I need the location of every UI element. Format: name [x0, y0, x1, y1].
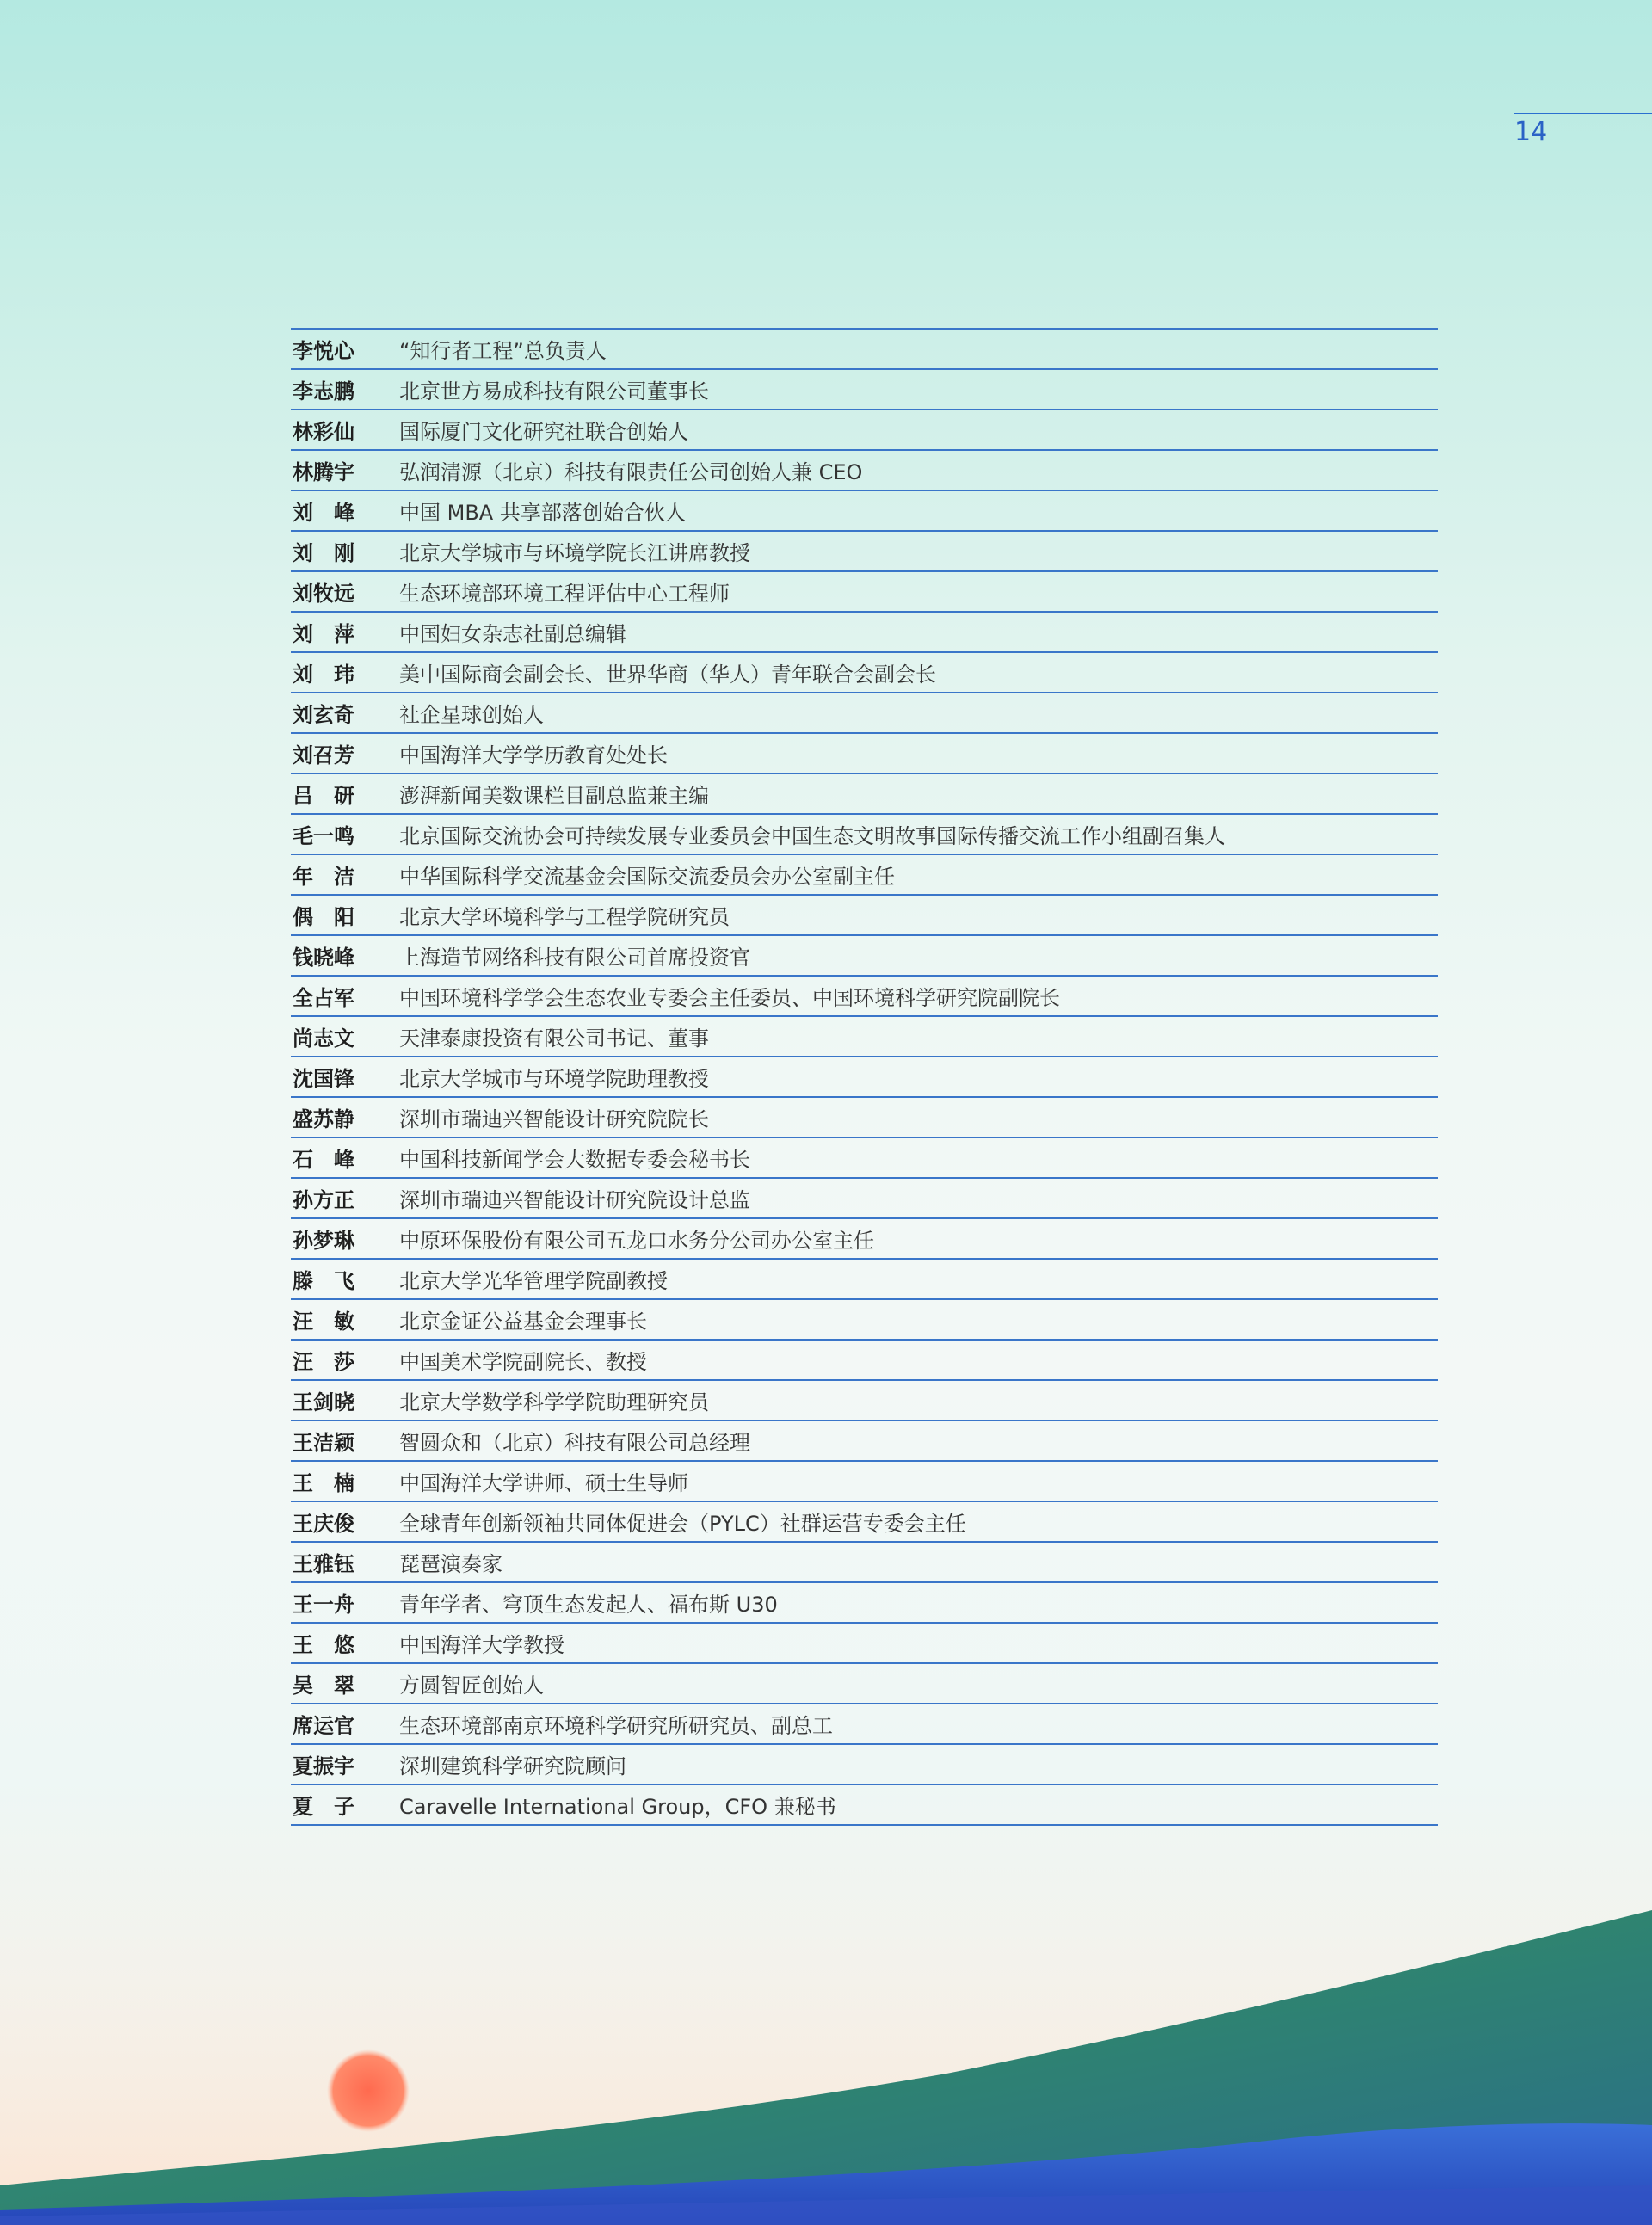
- member-role: 青年学者、穹顶生态发起人、福布斯 U30: [399, 1593, 778, 1617]
- member-role: 中国海洋大学学历教育处处长: [399, 743, 668, 767]
- roster-row: [291, 1543, 1438, 1583]
- member-name: 夏振宇: [293, 1754, 354, 1778]
- roster-row: [291, 1704, 1438, 1745]
- member-role: 北京金证公益基金会理事长: [399, 1310, 647, 1334]
- roster-row: [291, 330, 1438, 370]
- sun: [327, 2049, 410, 2132]
- member-name: 全占军: [293, 986, 354, 1010]
- member-role: 中原环保股份有限公司五龙口水务分公司办公室主任: [399, 1229, 874, 1253]
- member-role: 中国海洋大学讲师、硕士生导师: [399, 1471, 688, 1495]
- member-name: 石 峰: [293, 1148, 354, 1172]
- member-name: 李志鹏: [293, 379, 354, 404]
- roster-row: [291, 855, 1438, 896]
- member-role: 中国环境科学学会生态农业专委会主任委员、中国环境科学研究院副院长: [399, 986, 1060, 1010]
- page-number: 14: [1514, 117, 1548, 147]
- roster-row: [291, 491, 1438, 532]
- member-name: 汪 莎: [293, 1350, 354, 1374]
- roster-row: [291, 1745, 1438, 1785]
- member-role: 弘润清源（北京）科技有限责任公司创始人兼 CEO: [399, 460, 863, 484]
- roster-row: [291, 1664, 1438, 1704]
- member-name: 夏 子: [293, 1795, 354, 1819]
- member-role: 北京大学光华管理学院副教授: [399, 1269, 668, 1293]
- roster-row: [291, 1179, 1438, 1219]
- roster-row: [291, 613, 1438, 653]
- member-name: 偶 阳: [293, 905, 354, 929]
- member-name: 林彩仙: [293, 420, 354, 444]
- roster-row: [291, 532, 1438, 572]
- member-name: 刘牧远: [293, 582, 354, 606]
- member-name: 汪 敏: [293, 1310, 354, 1334]
- roster-row: [291, 896, 1438, 936]
- roster-row: [291, 1017, 1438, 1057]
- roster-row: [291, 653, 1438, 693]
- member-name: 刘 峰: [293, 501, 354, 525]
- member-role: 琵琶演奏家: [399, 1552, 502, 1576]
- member-name: 李悦心: [293, 339, 354, 363]
- roster-row: [291, 815, 1438, 855]
- member-role: 中国海洋大学教授: [399, 1633, 564, 1657]
- page-number-rule: [1514, 113, 1652, 114]
- member-name: 尚志文: [293, 1026, 354, 1051]
- member-name: 钱晓峰: [293, 946, 354, 970]
- member-role: 北京大学环境科学与工程学院研究员: [399, 905, 730, 929]
- member-name: 王 楠: [293, 1471, 354, 1495]
- member-role: 中国 MBA 共享部落创始合伙人: [399, 501, 686, 525]
- member-name: 年 洁: [293, 865, 354, 889]
- roster-row: [291, 1583, 1438, 1624]
- roster-row: [291, 572, 1438, 613]
- member-role: 中国美术学院副院长、教授: [399, 1350, 647, 1374]
- member-role: 深圳市瑞迪兴智能设计研究院院长: [399, 1107, 709, 1131]
- member-name: 刘玄奇: [293, 703, 354, 727]
- roster-row: [291, 1341, 1438, 1381]
- member-name: 毛一鸣: [293, 824, 354, 848]
- member-name: 沈国锋: [293, 1067, 354, 1091]
- member-role: 天津泰康投资有限公司书记、董事: [399, 1026, 709, 1051]
- member-role: 北京大学城市与环境学院长江讲席教授: [399, 541, 750, 565]
- member-name: 林腾宇: [293, 460, 354, 484]
- landscape-illustration: [0, 1876, 1652, 2225]
- member-role: 深圳建筑科学研究院顾问: [399, 1754, 626, 1778]
- roster-row: [291, 1098, 1438, 1138]
- member-role: 方圆智匠创始人: [399, 1673, 544, 1698]
- member-role: 北京大学数学科学学院助理研究员: [399, 1390, 709, 1415]
- roster-row: [291, 734, 1438, 774]
- member-name: 吴 翠: [293, 1673, 354, 1698]
- member-role: 国际厦门文化研究社联合创始人: [399, 420, 688, 444]
- member-name: 王剑晓: [293, 1390, 354, 1415]
- roster-row: [291, 693, 1438, 734]
- member-role: 全球青年创新领袖共同体促进会（PYLC）社群运营专委会主任: [399, 1512, 966, 1536]
- member-name: 王洁颖: [293, 1431, 354, 1455]
- roster-row: [291, 1785, 1438, 1826]
- member-role: 深圳市瑞迪兴智能设计研究院设计总监: [399, 1188, 750, 1212]
- roster-row: [291, 370, 1438, 410]
- roster-row: [291, 1138, 1438, 1179]
- roster-row: [291, 1502, 1438, 1543]
- roster-row: [291, 1057, 1438, 1098]
- member-name: 盛苏静: [293, 1107, 354, 1131]
- roster-row: [291, 410, 1438, 451]
- member-roster: [291, 328, 1438, 1826]
- member-role: 生态环境部环境工程评估中心工程师: [399, 582, 730, 606]
- member-role: 澎湃新闻美数课栏目副总监兼主编: [399, 784, 709, 808]
- roster-row: [291, 1219, 1438, 1260]
- member-role: “知行者工程”总负责人: [399, 339, 607, 363]
- member-role: 北京国际交流协会可持续发展专业委员会中国生态文明故事国际传播交流工作小组副召集人: [399, 824, 1225, 848]
- member-name: 王雅钰: [293, 1552, 354, 1576]
- roster-row: [291, 1381, 1438, 1421]
- member-role: 生态环境部南京环境科学研究所研究员、副总工: [399, 1714, 833, 1738]
- member-name: 王庆俊: [293, 1512, 354, 1536]
- member-role: Caravelle International Group，CFO 兼秘书: [399, 1795, 836, 1819]
- member-name: 孙梦琳: [293, 1229, 354, 1253]
- member-name: 刘 刚: [293, 541, 354, 565]
- roster-row: [291, 936, 1438, 977]
- member-role: 北京大学城市与环境学院助理教授: [399, 1067, 709, 1091]
- member-name: 刘 玮: [293, 663, 354, 687]
- member-role: 上海造节网络科技有限公司首席投资官: [399, 946, 750, 970]
- member-name: 刘 萍: [293, 622, 354, 646]
- roster-row: [291, 1421, 1438, 1462]
- member-role: 社企星球创始人: [399, 703, 544, 727]
- roster-row: [291, 1260, 1438, 1300]
- roster-row: [291, 451, 1438, 491]
- roster-row: [291, 1300, 1438, 1341]
- member-role: 中国科技新闻学会大数据专委会秘书长: [399, 1148, 750, 1172]
- roster-row: [291, 1624, 1438, 1664]
- member-name: 滕 飞: [293, 1269, 354, 1293]
- member-name: 吕 研: [293, 784, 354, 808]
- roster-row: [291, 977, 1438, 1017]
- member-name: 王 悠: [293, 1633, 354, 1657]
- member-name: 孙方正: [293, 1188, 354, 1212]
- member-name: 席运官: [293, 1714, 354, 1738]
- member-role: 中华国际科学交流基金会国际交流委员会办公室副主任: [399, 865, 895, 889]
- member-role: 北京世方易成科技有限公司董事长: [399, 379, 709, 404]
- member-role: 智圆众和（北京）科技有限公司总经理: [399, 1431, 750, 1455]
- member-role: 中国妇女杂志社副总编辑: [399, 622, 626, 646]
- roster-row: [291, 1462, 1438, 1502]
- member-name: 刘召芳: [293, 743, 354, 767]
- member-role: 美中国际商会副会长、世界华商（华人）青年联合会副会长: [399, 663, 936, 687]
- roster-row: [291, 774, 1438, 815]
- member-name: 王一舟: [293, 1593, 354, 1617]
